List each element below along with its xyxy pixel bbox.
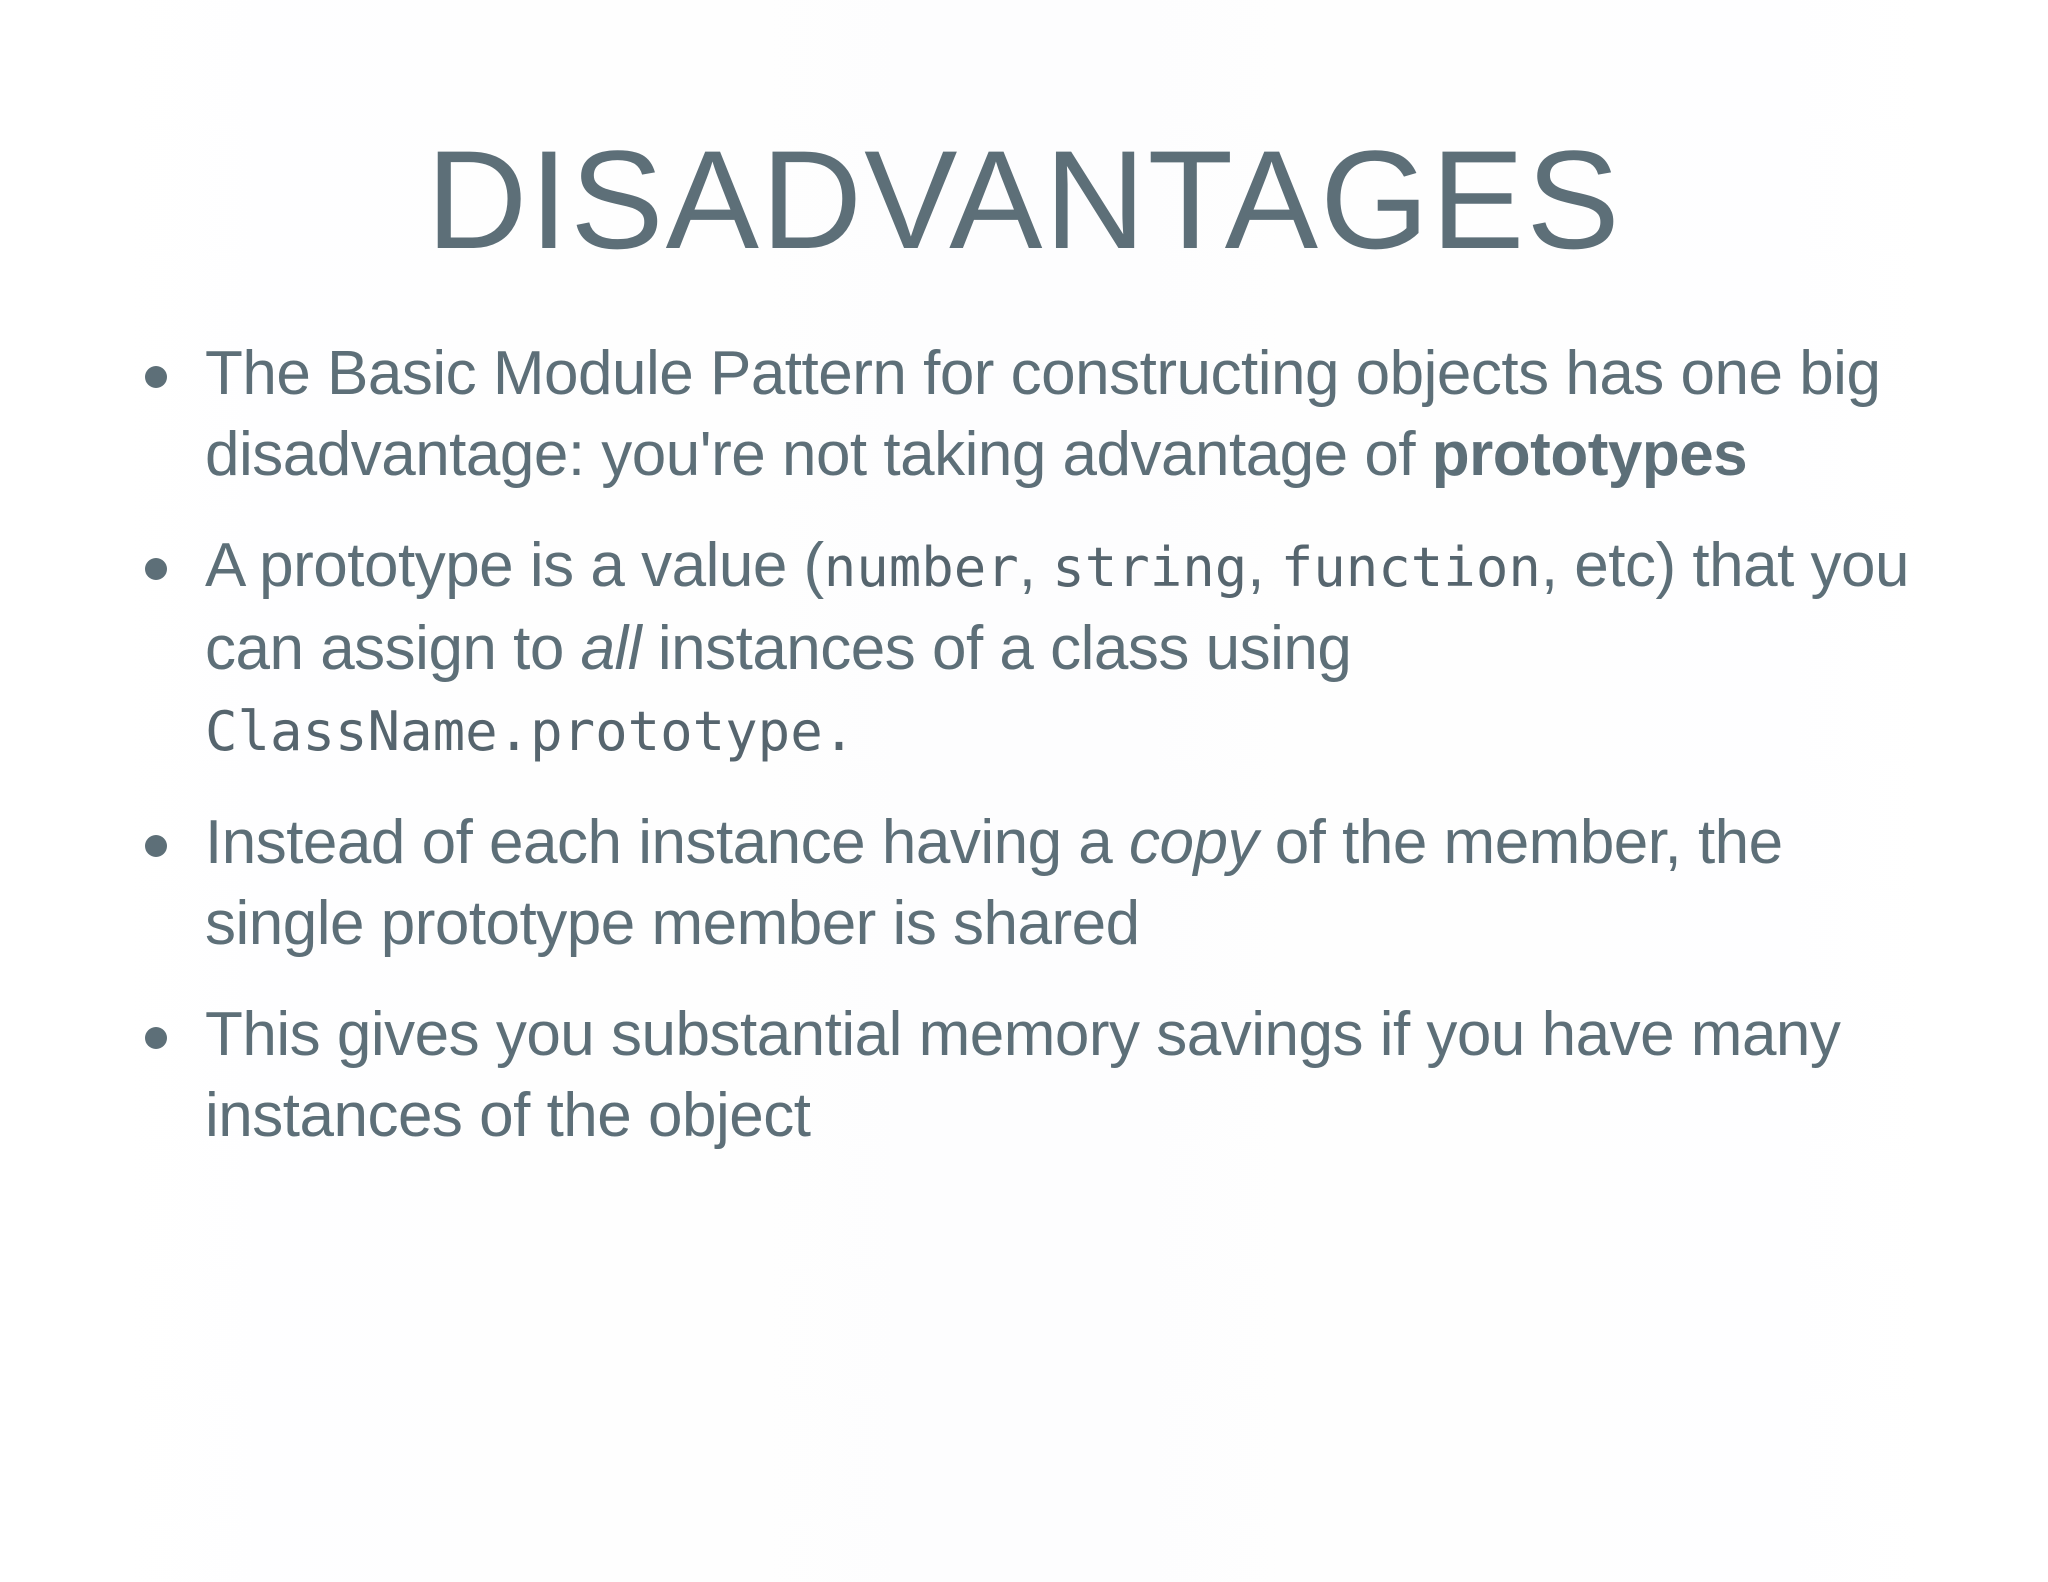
bullet-text: The Basic Module Pattern for constructing objects has one big disadvantage: you're not taking advantage of [205, 339, 1881, 489]
bullet-list [135, 333, 1935, 1156]
code-text: function [1280, 536, 1541, 599]
code-text: ClassName.prototype. [205, 700, 856, 763]
bullet-dot-icon [145, 366, 167, 388]
bold-text: prototypes [1431, 420, 1748, 489]
bullet-text: , etc) that you can assign to [205, 531, 1909, 683]
bullet-item [135, 333, 1935, 495]
bullet-text: This gives you substantial memory savings if you have many instances of the object [205, 1000, 1841, 1150]
bullet-item [135, 994, 1935, 1156]
code-text: string [1052, 536, 1248, 599]
bullet-text: Instead of each instance having a [205, 808, 1129, 877]
italic-text: copy [1129, 808, 1258, 877]
italic-text: all [580, 614, 642, 683]
bullet-dot-icon [145, 835, 167, 857]
separator-text: , [1018, 531, 1053, 600]
bullet-dot-icon [145, 558, 167, 580]
bullet-item [135, 802, 1935, 964]
bullet-dot-icon [145, 1027, 167, 1049]
code-text: number [823, 536, 1019, 599]
bullet-item [135, 525, 1935, 772]
bullet-text: A prototype is a value ( [205, 531, 824, 600]
separator-text: , [1247, 531, 1281, 600]
bullet-text: of the member, the single prototype member is shared [205, 808, 1783, 958]
slide-title: DISADVANTAGES [426, 121, 1622, 278]
bullet-text: instances of a class using [641, 614, 1352, 683]
